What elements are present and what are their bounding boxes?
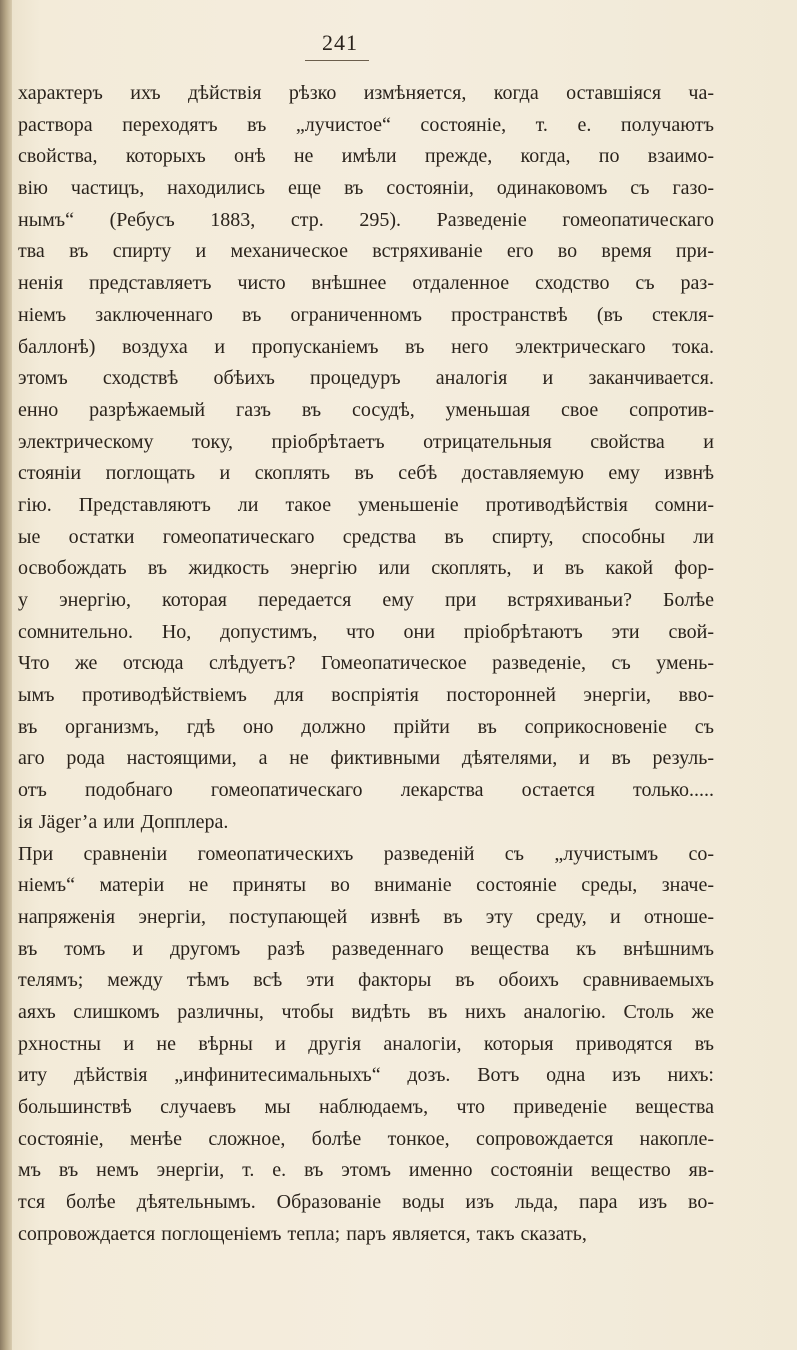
text-line: у энергію, которая передается ему при встряхиваньи? Болѣе xyxy=(18,589,714,611)
text-line: мъ въ немъ энергіи, т. е. въ этомъ именно состояніи вещество яв- xyxy=(18,1159,714,1182)
text-line: характеръ ихъ дѣйствія рѣзко измѣняется, когда оставшіяся ча- xyxy=(18,82,714,104)
page-number: 241 xyxy=(322,30,358,55)
text-line: телямъ; между тѣмъ всѣ эти факторы въ обоихъ сравниваемыхъ xyxy=(18,969,714,992)
text-line: сопровождается поглощеніемъ тепла; паръ является, такъ сказать, xyxy=(18,1222,587,1245)
book-spine-edge xyxy=(0,0,12,1350)
text-line: ымъ противодѣйствіемъ для воспріятія посторонней энергіи, вво- xyxy=(18,684,714,707)
text-line: енно разрѣжаемый газъ въ сосудѣ, уменьшая свое сопротив- xyxy=(18,398,714,421)
text-line: ненія представляетъ чисто внѣшнее отдаленное сходство съ раз- xyxy=(18,272,714,295)
text-line: отъ подобнаго гомеопатическаго лекарства остается только..... xyxy=(18,779,714,802)
text-line: ніемъ заключеннаго въ ограниченномъ пространствѣ (въ стекля- xyxy=(18,303,714,326)
text-line: вію частицъ, находились еще въ состояніи, одинаковомъ съ газо- xyxy=(18,177,714,200)
text-line: Что же отсюда слѣдуетъ? Гомеопатическое разведеніе, съ умень- xyxy=(18,652,714,675)
text-line: нымъ“ (Ребусъ 1883, стр. 295). Разведеніе гомеопатическаго xyxy=(18,208,714,231)
text-line: сомнительно. Но, допустимъ, что они пріобрѣтаютъ эти свой- xyxy=(18,620,714,643)
text-line: напряженія энергіи, поступающей извнѣ въ эту среду, и отноше- xyxy=(18,905,714,928)
text-line: въ томъ и другомъ разѣ разведеннаго вещества къ внѣшнимъ xyxy=(18,937,714,960)
text-line: электрическому току, пріобрѣтаетъ отрицательныя свойства и xyxy=(18,430,714,453)
text-line: аяхъ слишкомъ различны, чтобы видѣть въ нихъ аналогію. Столь же xyxy=(18,1000,714,1023)
text-line: иту дѣйствія „инфинитесимальныхъ“ дозъ. Вотъ одна изъ нихъ: xyxy=(18,1064,714,1087)
paragraph xyxy=(18,839,714,1251)
text-line: свойства, которыхъ онѣ не имѣли прежде, когда, по взаимо- xyxy=(18,145,714,168)
text-line: освобождать въ жидкость энергію или скоплять, и въ какой фор- xyxy=(18,557,714,580)
text-line: аго рода настоящими, а не фиктивными дѣятелями, и въ резуль- xyxy=(18,747,714,770)
text-line: этомъ сходствѣ обѣихъ процедуръ аналогія и заканчивается. xyxy=(18,367,714,390)
text-line: ые остатки гомеопатическаго средства въ спирту, способны ли xyxy=(18,525,714,548)
text-line: При сравненіи гомеопатическихъ разведеній съ „лучистымъ со- xyxy=(18,842,714,865)
text-line: ніемъ“ матеріи не приняты во вниманіе состояніе среды, значе- xyxy=(18,874,714,897)
text-line: тся болѣе дѣятельнымъ. Образованіе воды изъ льда, пара изъ во- xyxy=(18,1191,714,1214)
paragraph xyxy=(18,78,714,839)
text-line: ія Jäger’а или Допплера. xyxy=(18,810,229,833)
text-line: баллонѣ) воздуха и пропусканіемъ въ него электрическаго тока. xyxy=(18,335,714,358)
text-line: гію. Представляютъ ли такое уменьшеніе противодѣйствія сомни- xyxy=(18,493,714,516)
page-number-underline xyxy=(305,60,369,61)
text-column xyxy=(18,78,714,1250)
text-line: стояніи поглощать и скоплять въ себѣ доставляемую ему извнѣ xyxy=(18,462,714,485)
text-line: раствора переходятъ въ „лучистое“ состояніе, т. е. получаютъ xyxy=(18,113,714,136)
text-line: состояніе, менѣе сложное, болѣе тонкое, сопровождается накопле- xyxy=(18,1127,714,1150)
text-line: тва въ спирту и механическое встряхиваніе его во время при- xyxy=(18,240,714,263)
text-line: большинствѣ случаевъ мы наблюдаемъ, что приведеніе вещества xyxy=(18,1096,714,1118)
text-line: въ организмъ, гдѣ оно должно прійти въ соприкосновеніе съ xyxy=(18,715,714,738)
text-line: рхностны и не вѣрны и другія аналогіи, которыя приводятся въ xyxy=(18,1032,714,1055)
